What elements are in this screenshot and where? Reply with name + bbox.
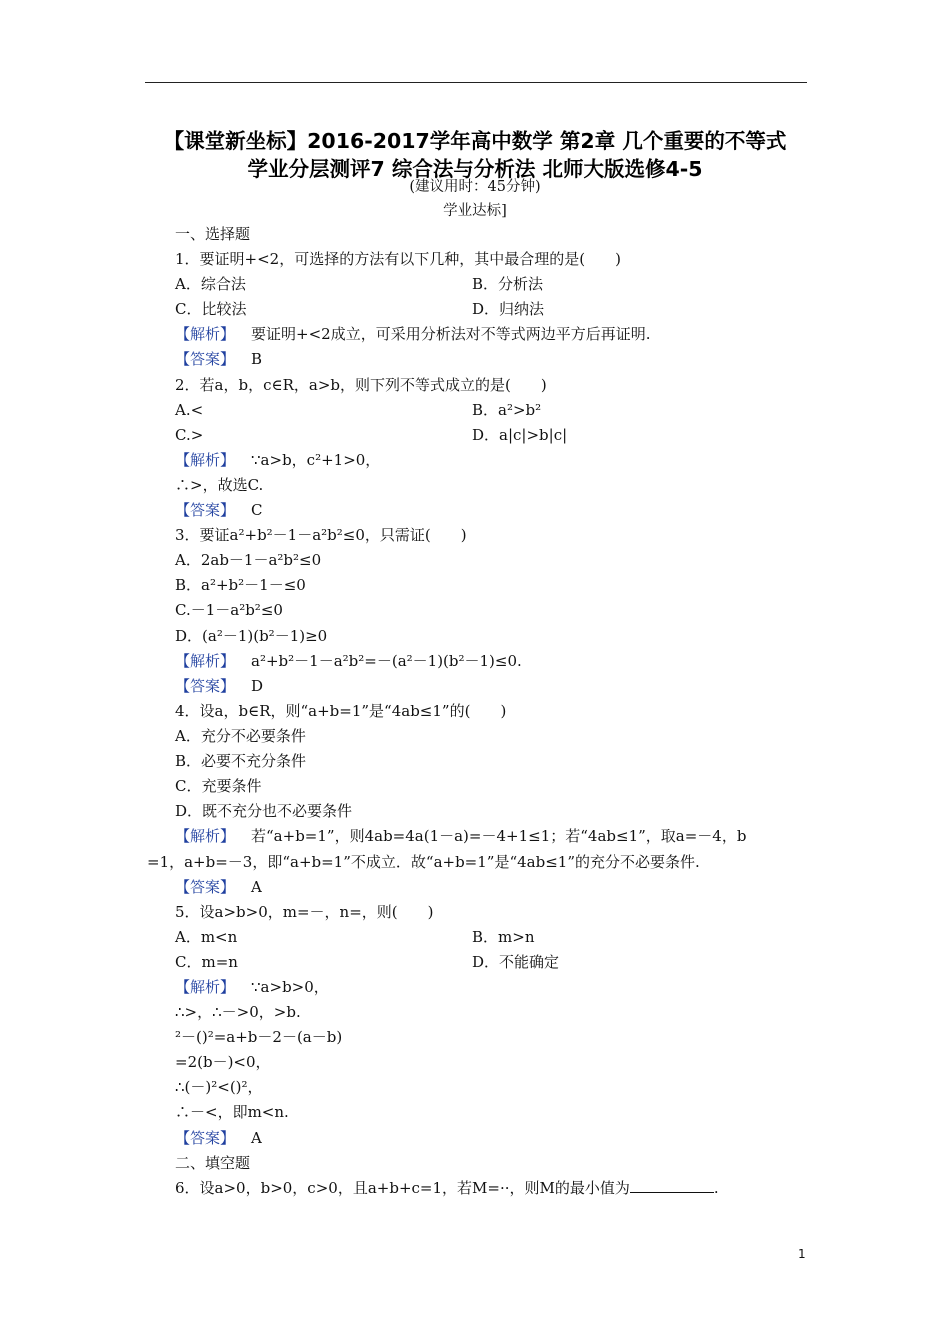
answer-tag: 【答案】	[175, 1129, 236, 1147]
q2-answer-text: C	[251, 501, 263, 519]
answer-tag: 【答案】	[175, 878, 236, 896]
q2-option-b: B．a²>b²	[472, 401, 542, 419]
time-hint: (建议用时：45分钟)	[409, 179, 541, 195]
q1-option-c: C．比较法	[175, 300, 247, 318]
q1-analysis	[175, 324, 650, 344]
q4-option-a: A．充分不必要条件	[175, 727, 306, 745]
q5-step: ∴(－)²<()²，	[175, 1078, 263, 1096]
analysis-tag: 【解析】	[175, 827, 236, 845]
q2-analysis-text: ∵a>b，c²+1>0，	[251, 451, 381, 469]
q2-stem: 2．若a，b，c∈R，a>b，则下列不等式成立的是( )	[175, 376, 547, 394]
q4-answer-text: A	[251, 878, 262, 896]
q1-stem: 1．要证明+<2，可选择的方法有以下几种，其中最合理的是( )	[175, 250, 621, 268]
q3-analysis-text: a²+b²－1－a²b²=－(a²－1)(b²－1)≤0.	[251, 652, 522, 670]
q4-option-d: D．既不充分也不必要条件	[175, 802, 353, 820]
q4-analysis-line2: =1，a+b=－3，即“a+b=1”不成立．故“a+b=1”是“4ab≤1”的充分不必要条件.	[147, 853, 700, 871]
answer-tag: 【答案】	[175, 501, 236, 519]
section-label: 学业达标]	[443, 203, 507, 219]
page-number: 1	[798, 1247, 806, 1261]
q6-stem-text: 6．设a>0，b>0，c>0，且a+b+c=1，若M=··，则M的最小值为	[175, 1179, 630, 1197]
q4-option-b: B．必要不充分条件	[175, 752, 307, 770]
q2-analysis	[175, 450, 380, 470]
q5-step: =2(b－)<0，	[175, 1053, 271, 1071]
analysis-tag: 【解析】	[175, 451, 236, 469]
answer-tag: 【答案】	[175, 677, 236, 695]
q5-step: ∴－<，即m<n.	[175, 1103, 289, 1121]
analysis-tag: 【解析】	[175, 978, 236, 996]
q5-option-d: D．不能确定	[472, 953, 560, 971]
q5-answer-text: A	[251, 1129, 262, 1147]
q4-answer	[175, 877, 262, 897]
q5-step: ²－()²=a+b－2－(a－b)	[175, 1028, 343, 1046]
q2-option-c: C.>	[175, 426, 204, 444]
document-title-line2: 学业分层测评7 综合法与分析法 北师大版选修4-5	[247, 157, 703, 181]
q1-analysis-text: 要证明+<2成立，可采用分析法对不等式两边平方后再证明.	[251, 325, 651, 343]
answer-tag: 【答案】	[175, 350, 236, 368]
q1-answer	[175, 349, 262, 369]
q3-option-b: B．a²+b²－1－≤0	[175, 576, 306, 594]
q5-answer	[175, 1128, 262, 1148]
q5-step: ∴>，∴－>0，>b.	[175, 1003, 301, 1021]
q5-option-b: B．m>n	[472, 928, 535, 946]
q3-option-d: D．(a²－1)(b²－1)≥0	[175, 627, 328, 645]
q1-option-d: D．归纳法	[472, 300, 545, 318]
document-title-line1: 【课堂新坐标】2016-2017学年高中数学 第2章 几个重要的不等式	[163, 129, 787, 153]
q2-option-a: A.<	[175, 401, 204, 419]
q2-answer	[175, 500, 263, 520]
header-rule	[145, 82, 807, 83]
q4-analysis	[175, 826, 746, 846]
analysis-tag: 【解析】	[175, 325, 236, 343]
part2-heading: 二、填空题	[175, 1154, 251, 1172]
q5-analysis	[175, 977, 329, 997]
q4-analysis-text: 若“a+b=1”，则4ab=4a(1－a)=－4+1≤1；若“4ab≤1”，取a=－4，b	[251, 827, 747, 845]
q3-option-a: A．2ab－1－a²b²≤0	[175, 551, 322, 569]
q2-analysis-line2: ∴>，故选C.	[175, 476, 264, 494]
q6-end: .	[713, 1179, 719, 1197]
q4-stem: 4．设a，b∈R，则“a+b=1”是“4ab≤1”的( )	[175, 702, 507, 720]
q4-option-c: C．充要条件	[175, 777, 262, 795]
q1-option-a: A．综合法	[175, 275, 246, 293]
q6-stem	[175, 1178, 719, 1198]
q5-stem: 5．设a>b>0，m=－，n=，则( )	[175, 903, 434, 921]
q5-option-c: C．m=n	[175, 953, 238, 971]
q5-option-a: A．m<n	[175, 928, 238, 946]
q5-analysis-text: ∵a>b>0，	[251, 978, 329, 996]
answer-blank	[630, 1178, 714, 1193]
q3-stem: 3．要证a²+b²－1－a²b²≤0，只需证( )	[175, 526, 467, 544]
q3-analysis	[175, 651, 522, 671]
q2-option-d: D．a|c|>b|c|	[472, 426, 568, 444]
q3-answer	[175, 676, 263, 696]
analysis-tag: 【解析】	[175, 652, 236, 670]
q3-option-c: C.－1－a²b²≤0	[175, 601, 283, 619]
q1-option-b: B．分析法	[472, 275, 544, 293]
q3-answer-text: D	[251, 677, 264, 695]
part1-heading: 一、选择题	[175, 225, 251, 243]
q1-answer-text: B	[251, 350, 263, 368]
